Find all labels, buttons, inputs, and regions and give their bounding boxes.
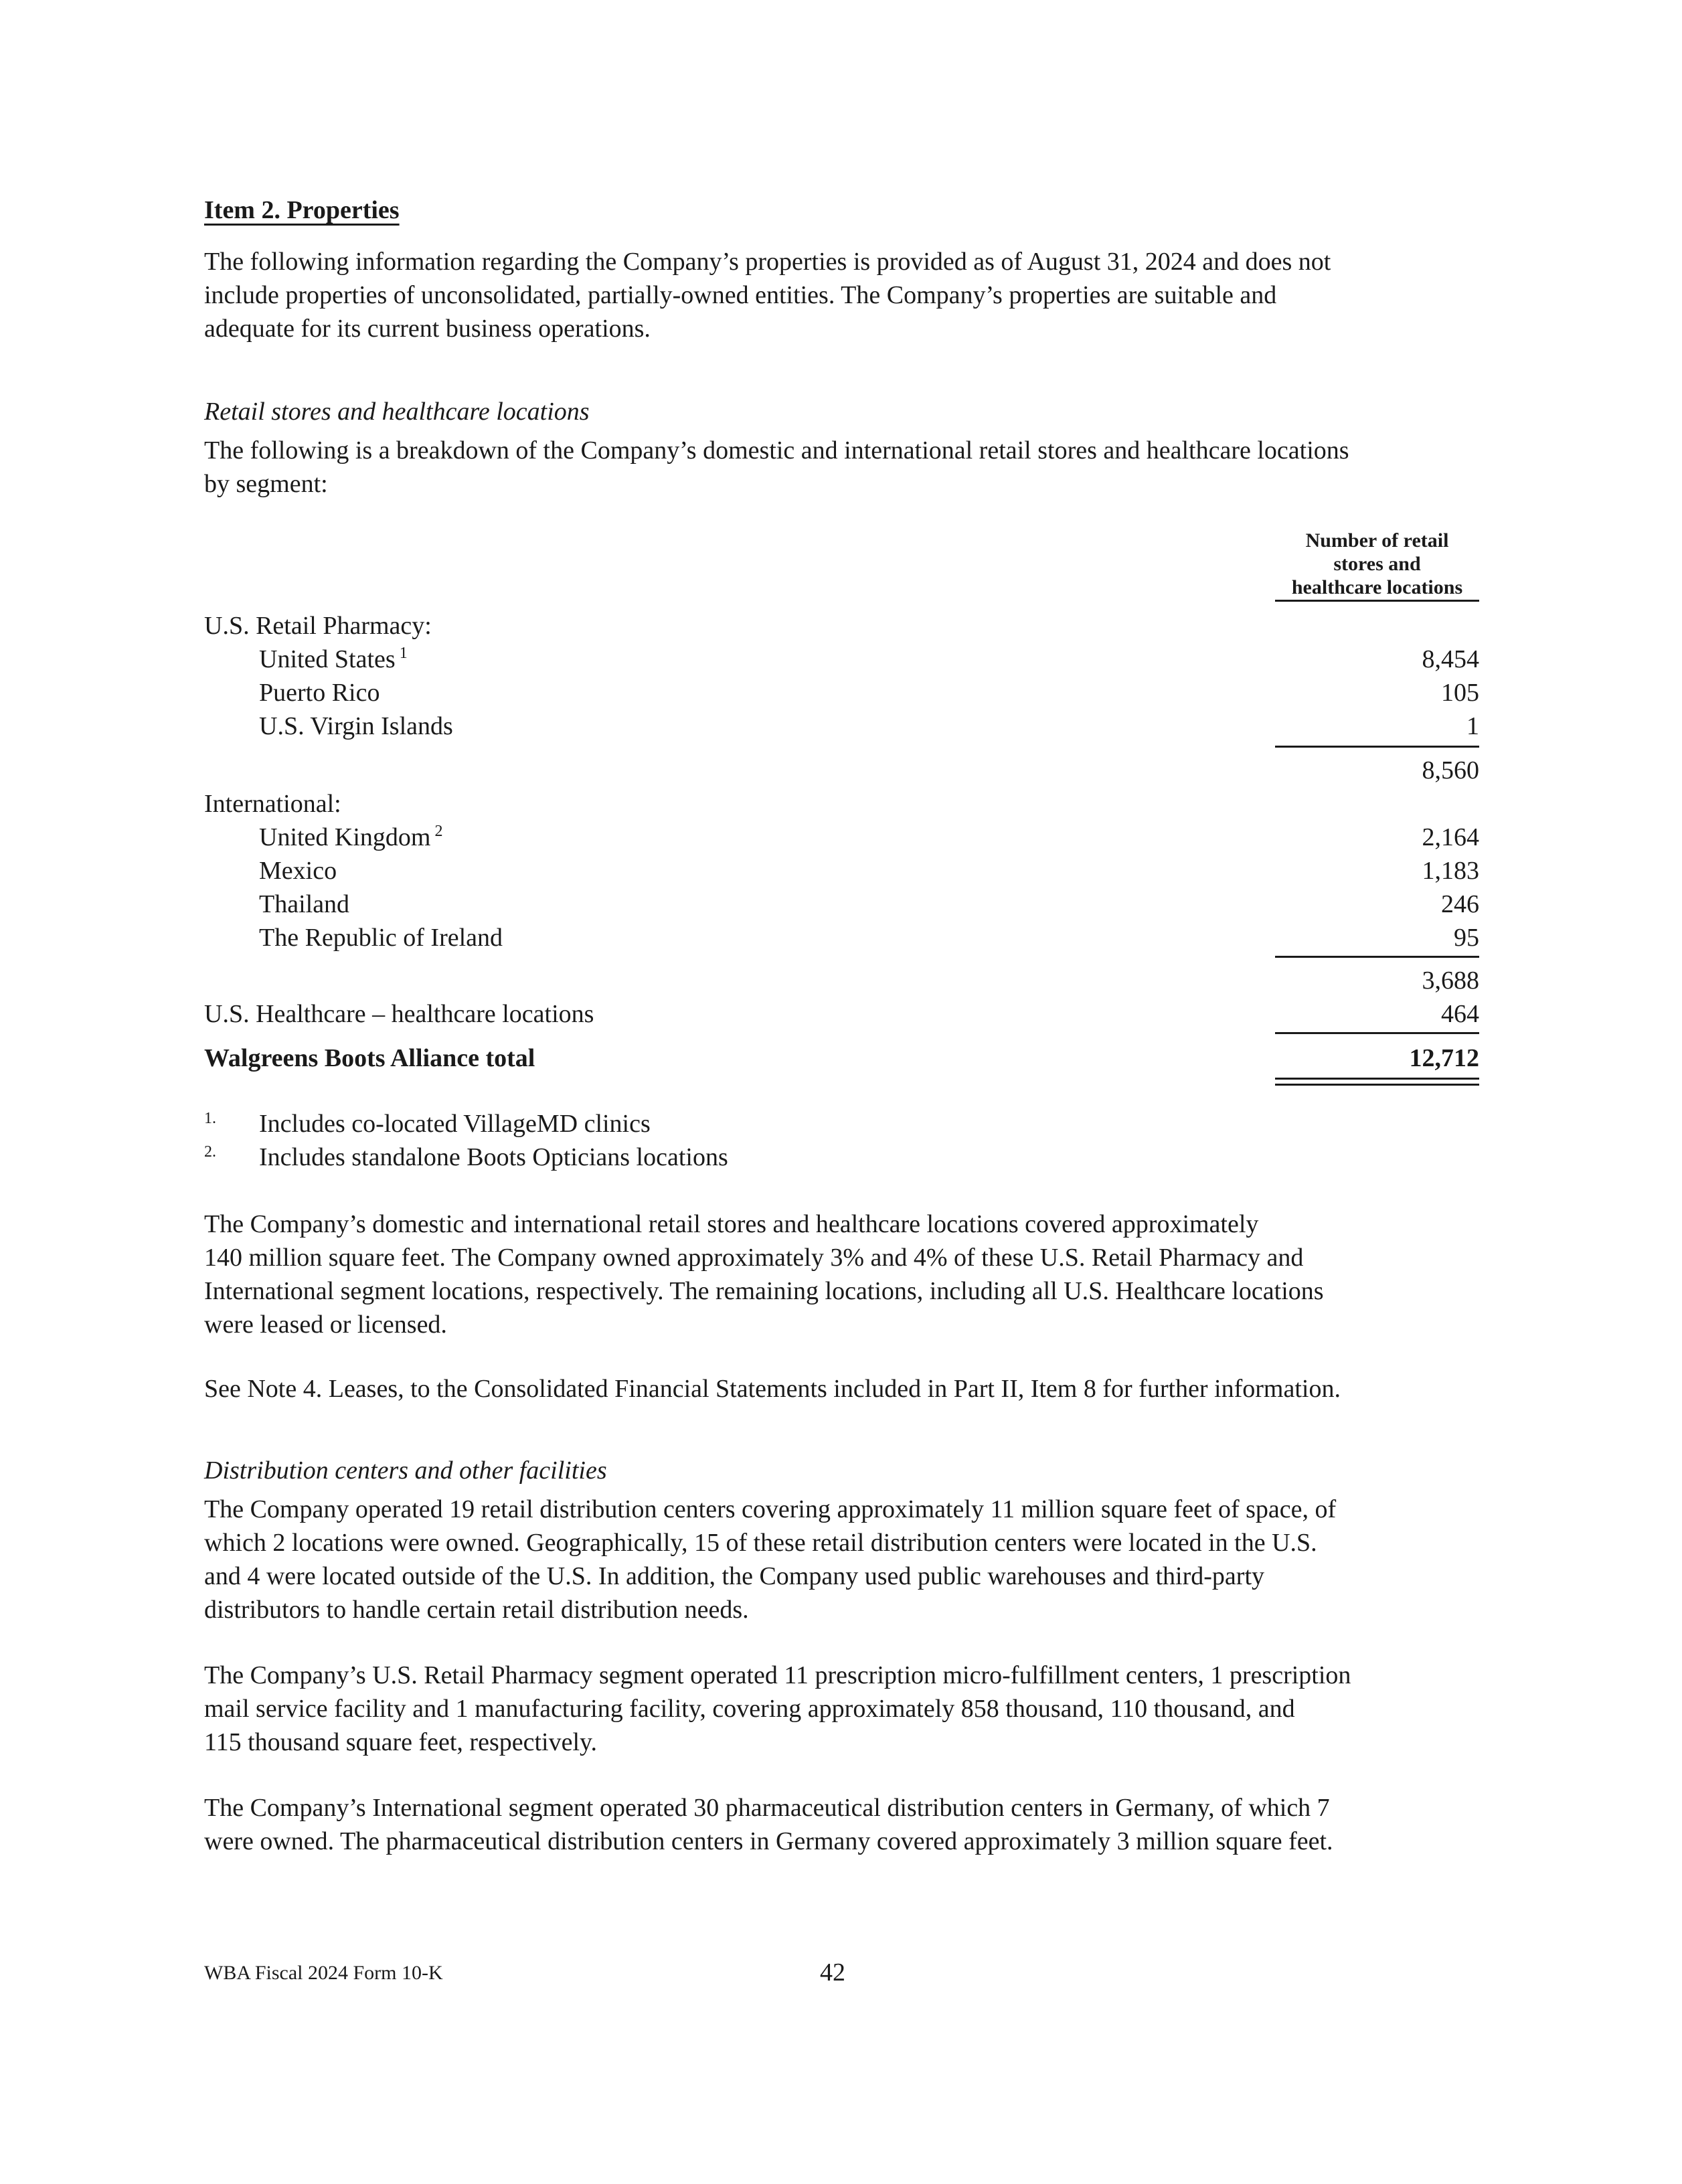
row-value: 464 [1441, 1000, 1479, 1028]
paragraph-line: 140 million square feet. The Company owned approximately 3% and 4% of these U.S. Retail Pharmacy and [204, 1244, 1304, 1272]
footnote-ref: 1 [399, 645, 408, 662]
paragraph-line: which 2 locations were owned. Geographically, 15 of these retail distribution centers were located in the U.S. [204, 1529, 1317, 1557]
total-label: Walgreens Boots Alliance total [204, 1044, 535, 1072]
subtotal-rule [1275, 746, 1479, 748]
table-row [204, 921, 1479, 954]
paragraph-line: were owned. The pharmaceutical distribution centers in Germany covered approximately 3 million square feet. [204, 1827, 1333, 1855]
footnote-text: Includes standalone Boots Opticians locations [259, 1143, 728, 1171]
row-label: Mexico [259, 857, 337, 885]
distribution-paragraph-1 [204, 1493, 1479, 1626]
row-value: 8,454 [1422, 645, 1479, 673]
row-label: Puerto Rico [259, 679, 380, 707]
table-row [204, 676, 1479, 709]
total-double-rule [1275, 1078, 1479, 1086]
paragraph-line: International segment locations, respectively. The remaining locations, including all U.S. Healthcare locations [204, 1277, 1324, 1305]
retail-description [204, 434, 1479, 501]
paragraph-line: The Company operated 19 retail distribution centers covering approximately 11 million square feet of space, of [204, 1495, 1337, 1523]
footnote-number: 2. [204, 1143, 216, 1161]
table-column-header [1275, 529, 1479, 599]
retail-subheading: Retail stores and healthcare locations [204, 398, 590, 426]
row-value: 1,183 [1422, 857, 1479, 885]
row-value: 246 [1441, 890, 1479, 918]
footnote-ref: 2 [434, 823, 443, 840]
table-row [204, 888, 1479, 921]
paragraph-line: mail service facility and 1 manufacturing facility, covering approximately 858 thousand, 110 thousand, and [204, 1695, 1295, 1723]
footnote-number: 1. [204, 1110, 216, 1127]
section-heading: Item 2. Properties [204, 196, 400, 224]
paragraph-line: The Company’s U.S. Retail Pharmacy segment operated 11 prescription micro-fulfillment centers, 1 prescription [204, 1661, 1351, 1689]
row-value: 95 [1454, 924, 1479, 952]
distribution-paragraph-3 [204, 1791, 1479, 1858]
distribution-paragraph-2 [204, 1659, 1479, 1759]
table-row-subtotal [204, 964, 1479, 997]
row-label: United States $^1$ [259, 645, 408, 673]
intl-subtotal-value: 3,688 [1422, 967, 1479, 995]
retail-description-line: The following is a breakdown of the Company’s domestic and international retail stores and healthcare locations [204, 436, 1349, 465]
table-row [204, 709, 1479, 743]
page-number: 42 [820, 1958, 845, 1987]
row-label: U.S. Retail Pharmacy: [204, 612, 432, 640]
see-note-paragraph: See Note 4. Leases, to the Consolidated Financial Statements included in Part II, Item 8 for further information. [204, 1375, 1341, 1403]
total-rule [1275, 1032, 1479, 1034]
intro-line: adequate for its current business operations. [204, 315, 651, 343]
retail-description-line: by segment: [204, 470, 328, 498]
paragraph-line: 115 thousand square feet, respectively. [204, 1728, 598, 1756]
table-row-healthcare [204, 997, 1479, 1031]
footer-document-title: WBA Fiscal 2024 Form 10-K [204, 1962, 443, 1984]
table-row [204, 643, 1479, 676]
row-value: 1 [1466, 712, 1479, 740]
table-row-international-heading [204, 787, 1479, 821]
table-row-total [204, 1041, 1479, 1075]
table-row-us-retail-heading [204, 609, 1479, 643]
document-page [204, 0, 1479, 2184]
intro-paragraph [204, 245, 1479, 345]
paragraph-line: distributors to handle certain retail distribution needs. [204, 1596, 749, 1624]
distribution-subheading: Distribution centers and other facilities [204, 1456, 607, 1485]
table-row [204, 821, 1479, 854]
table-row-subtotal [204, 754, 1479, 787]
column-header-underline [1275, 600, 1479, 602]
column-header-line: healthcare locations [1291, 576, 1463, 598]
coverage-paragraph [204, 1207, 1479, 1341]
row-label: The Republic of Ireland [259, 924, 503, 952]
paragraph-line: were leased or licensed. [204, 1311, 447, 1339]
footnote-text: Includes co-located VillageMD clinics [259, 1110, 651, 1138]
table-row [204, 854, 1479, 888]
intro-line: The following information regarding the Company’s properties is provided as of August 31, 2024 and does not [204, 248, 1331, 276]
paragraph-line: The Company’s domestic and international retail stores and healthcare locations covered approximately [204, 1210, 1259, 1238]
intro-line: include properties of unconsolidated, partially-owned entities. The Company’s properties are suitable and [204, 281, 1277, 309]
row-label: U.S. Virgin Islands [259, 712, 453, 740]
row-value: 2,164 [1422, 823, 1479, 851]
paragraph-line: The Company’s International segment operated 30 pharmaceutical distribution centers in Germany, of which 7 [204, 1794, 1330, 1822]
row-label: International: [204, 790, 341, 818]
row-label: Thailand [259, 890, 350, 918]
column-header-line: stores and [1333, 553, 1421, 575]
total-value: 12,712 [1409, 1044, 1479, 1072]
column-header-line: Number of retail [1305, 529, 1449, 552]
subtotal-rule [1275, 956, 1479, 958]
row-label: United Kingdom $^2$ [259, 823, 443, 851]
us-subtotal-value: 8,560 [1422, 756, 1479, 784]
paragraph-line: and 4 were located outside of the U.S. In addition, the Company used public warehouses and third-party [204, 1562, 1264, 1590]
row-value: 105 [1441, 679, 1479, 707]
row-label: U.S. Healthcare – healthcare locations [204, 1000, 594, 1028]
